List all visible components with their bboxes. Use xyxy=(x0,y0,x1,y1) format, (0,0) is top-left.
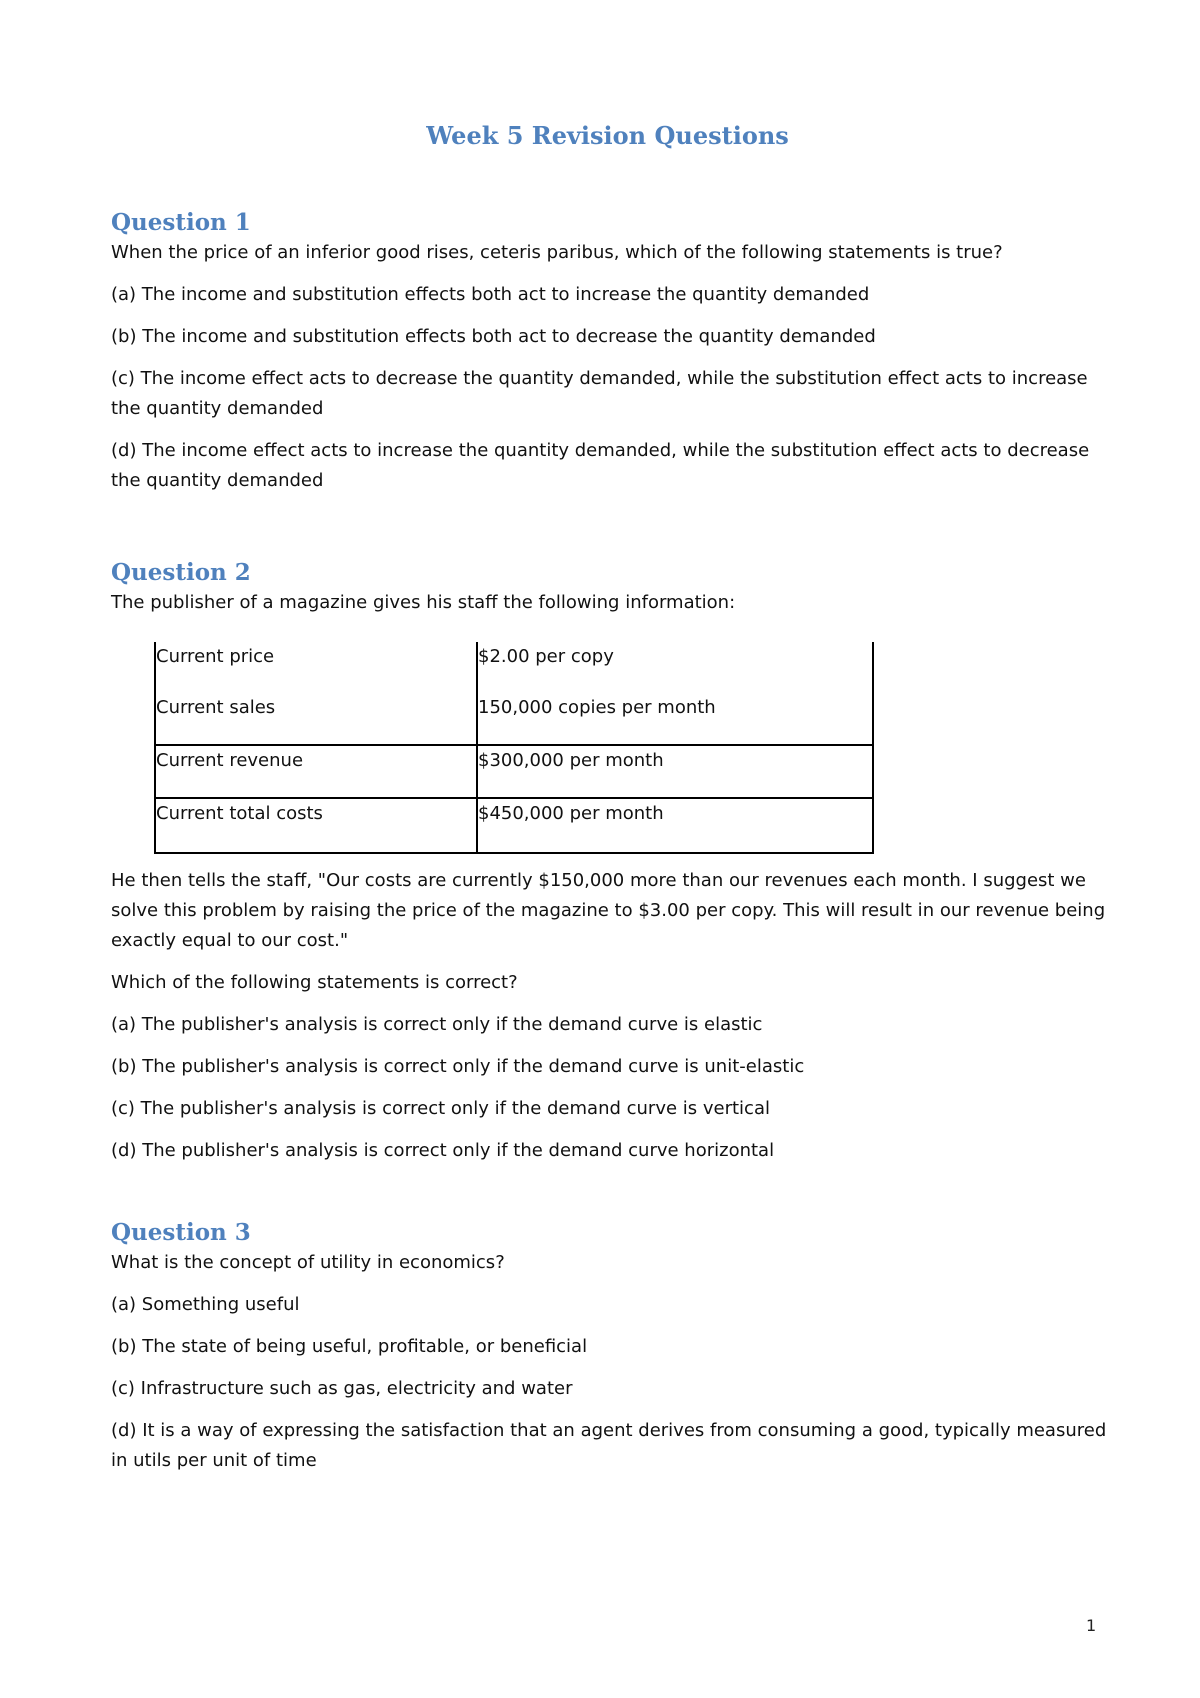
question-2 xyxy=(111,558,1111,618)
question-2-option-a: (a) The publisher's analysis is correct only if the demand curve is elastic xyxy=(111,1014,763,1035)
question-2-intro: The publisher of a magazine gives his staff the following information: xyxy=(111,592,736,613)
question-3-option-c: (c) Infrastructure such as gas, electricity and water xyxy=(111,1378,573,1399)
question-1 xyxy=(111,208,1111,496)
table-cell-value: $300,000 per month xyxy=(477,745,873,798)
question-3-option-d: (d) It is a way of expressing the satisfaction that an agent derives from consuming a good, typically measured in utils per unit of time xyxy=(111,1420,1107,1471)
question-1-option-d: (d) The income effect acts to increase the quantity demanded, while the substitution effect acts to decrease the quantity demanded xyxy=(111,440,1090,491)
table-cell-label: Current price xyxy=(155,642,477,693)
question-3-option-a: (a) Something useful xyxy=(111,1294,300,1315)
question-2-option-b: (b) The publisher's analysis is correct only if the demand curve is unit-elastic xyxy=(111,1056,805,1077)
question-3-option-b: (b) The state of being useful, profitable, or beneficial xyxy=(111,1336,588,1357)
page-number: 1 xyxy=(1086,1616,1097,1635)
question-1-option-a: (a) The income and substitution effects both act to increase the quantity demanded xyxy=(111,284,870,305)
table-cell-label: Current sales xyxy=(155,693,477,745)
question-2-continued xyxy=(111,866,1111,1166)
magazine-info-table xyxy=(154,642,874,854)
table-row xyxy=(155,693,873,745)
question-2-option-d: (d) The publisher's analysis is correct only if the demand curve horizontal xyxy=(111,1140,775,1161)
question-3 xyxy=(111,1218,1111,1476)
table-row xyxy=(155,798,873,853)
question-1-option-c: (c) The income effect acts to decrease the quantity demanded, while the substitution effect acts to increase the quantity demanded xyxy=(111,368,1088,419)
question-2-statement: He then tells the staff, "Our costs are currently $150,000 more than our revenues each month. I suggest we solve this problem by raising the price of the magazine to $3.00 per copy. This will result in our revenue being exactly equal to our cost." xyxy=(111,870,1106,951)
table-row xyxy=(155,745,873,798)
table-cell-value: $450,000 per month xyxy=(477,798,873,853)
question-1-option-b: (b) The income and substitution effects both act to decrease the quantity demanded xyxy=(111,326,876,347)
question-3-text: What is the concept of utility in economics? xyxy=(111,1252,505,1273)
question-1-text: When the price of an inferior good rises, ceteris paribus, which of the following statements is true? xyxy=(111,242,1003,263)
question-2-heading: Question 2 xyxy=(111,559,251,586)
question-1-heading: Question 1 xyxy=(111,209,251,236)
table-cell-label: Current total costs xyxy=(155,798,477,853)
table-row xyxy=(155,642,873,693)
question-2-prompt: Which of the following statements is correct? xyxy=(111,972,518,993)
table-cell-value: $2.00 per copy xyxy=(477,642,873,693)
table-cell-value: 150,000 copies per month xyxy=(477,693,873,745)
question-3-heading: Question 3 xyxy=(111,1219,251,1246)
question-2-option-c: (c) The publisher's analysis is correct only if the demand curve is vertical xyxy=(111,1098,770,1119)
document-title: Week 5 Revision Questions xyxy=(426,121,789,150)
table-cell-label: Current revenue xyxy=(155,745,477,798)
